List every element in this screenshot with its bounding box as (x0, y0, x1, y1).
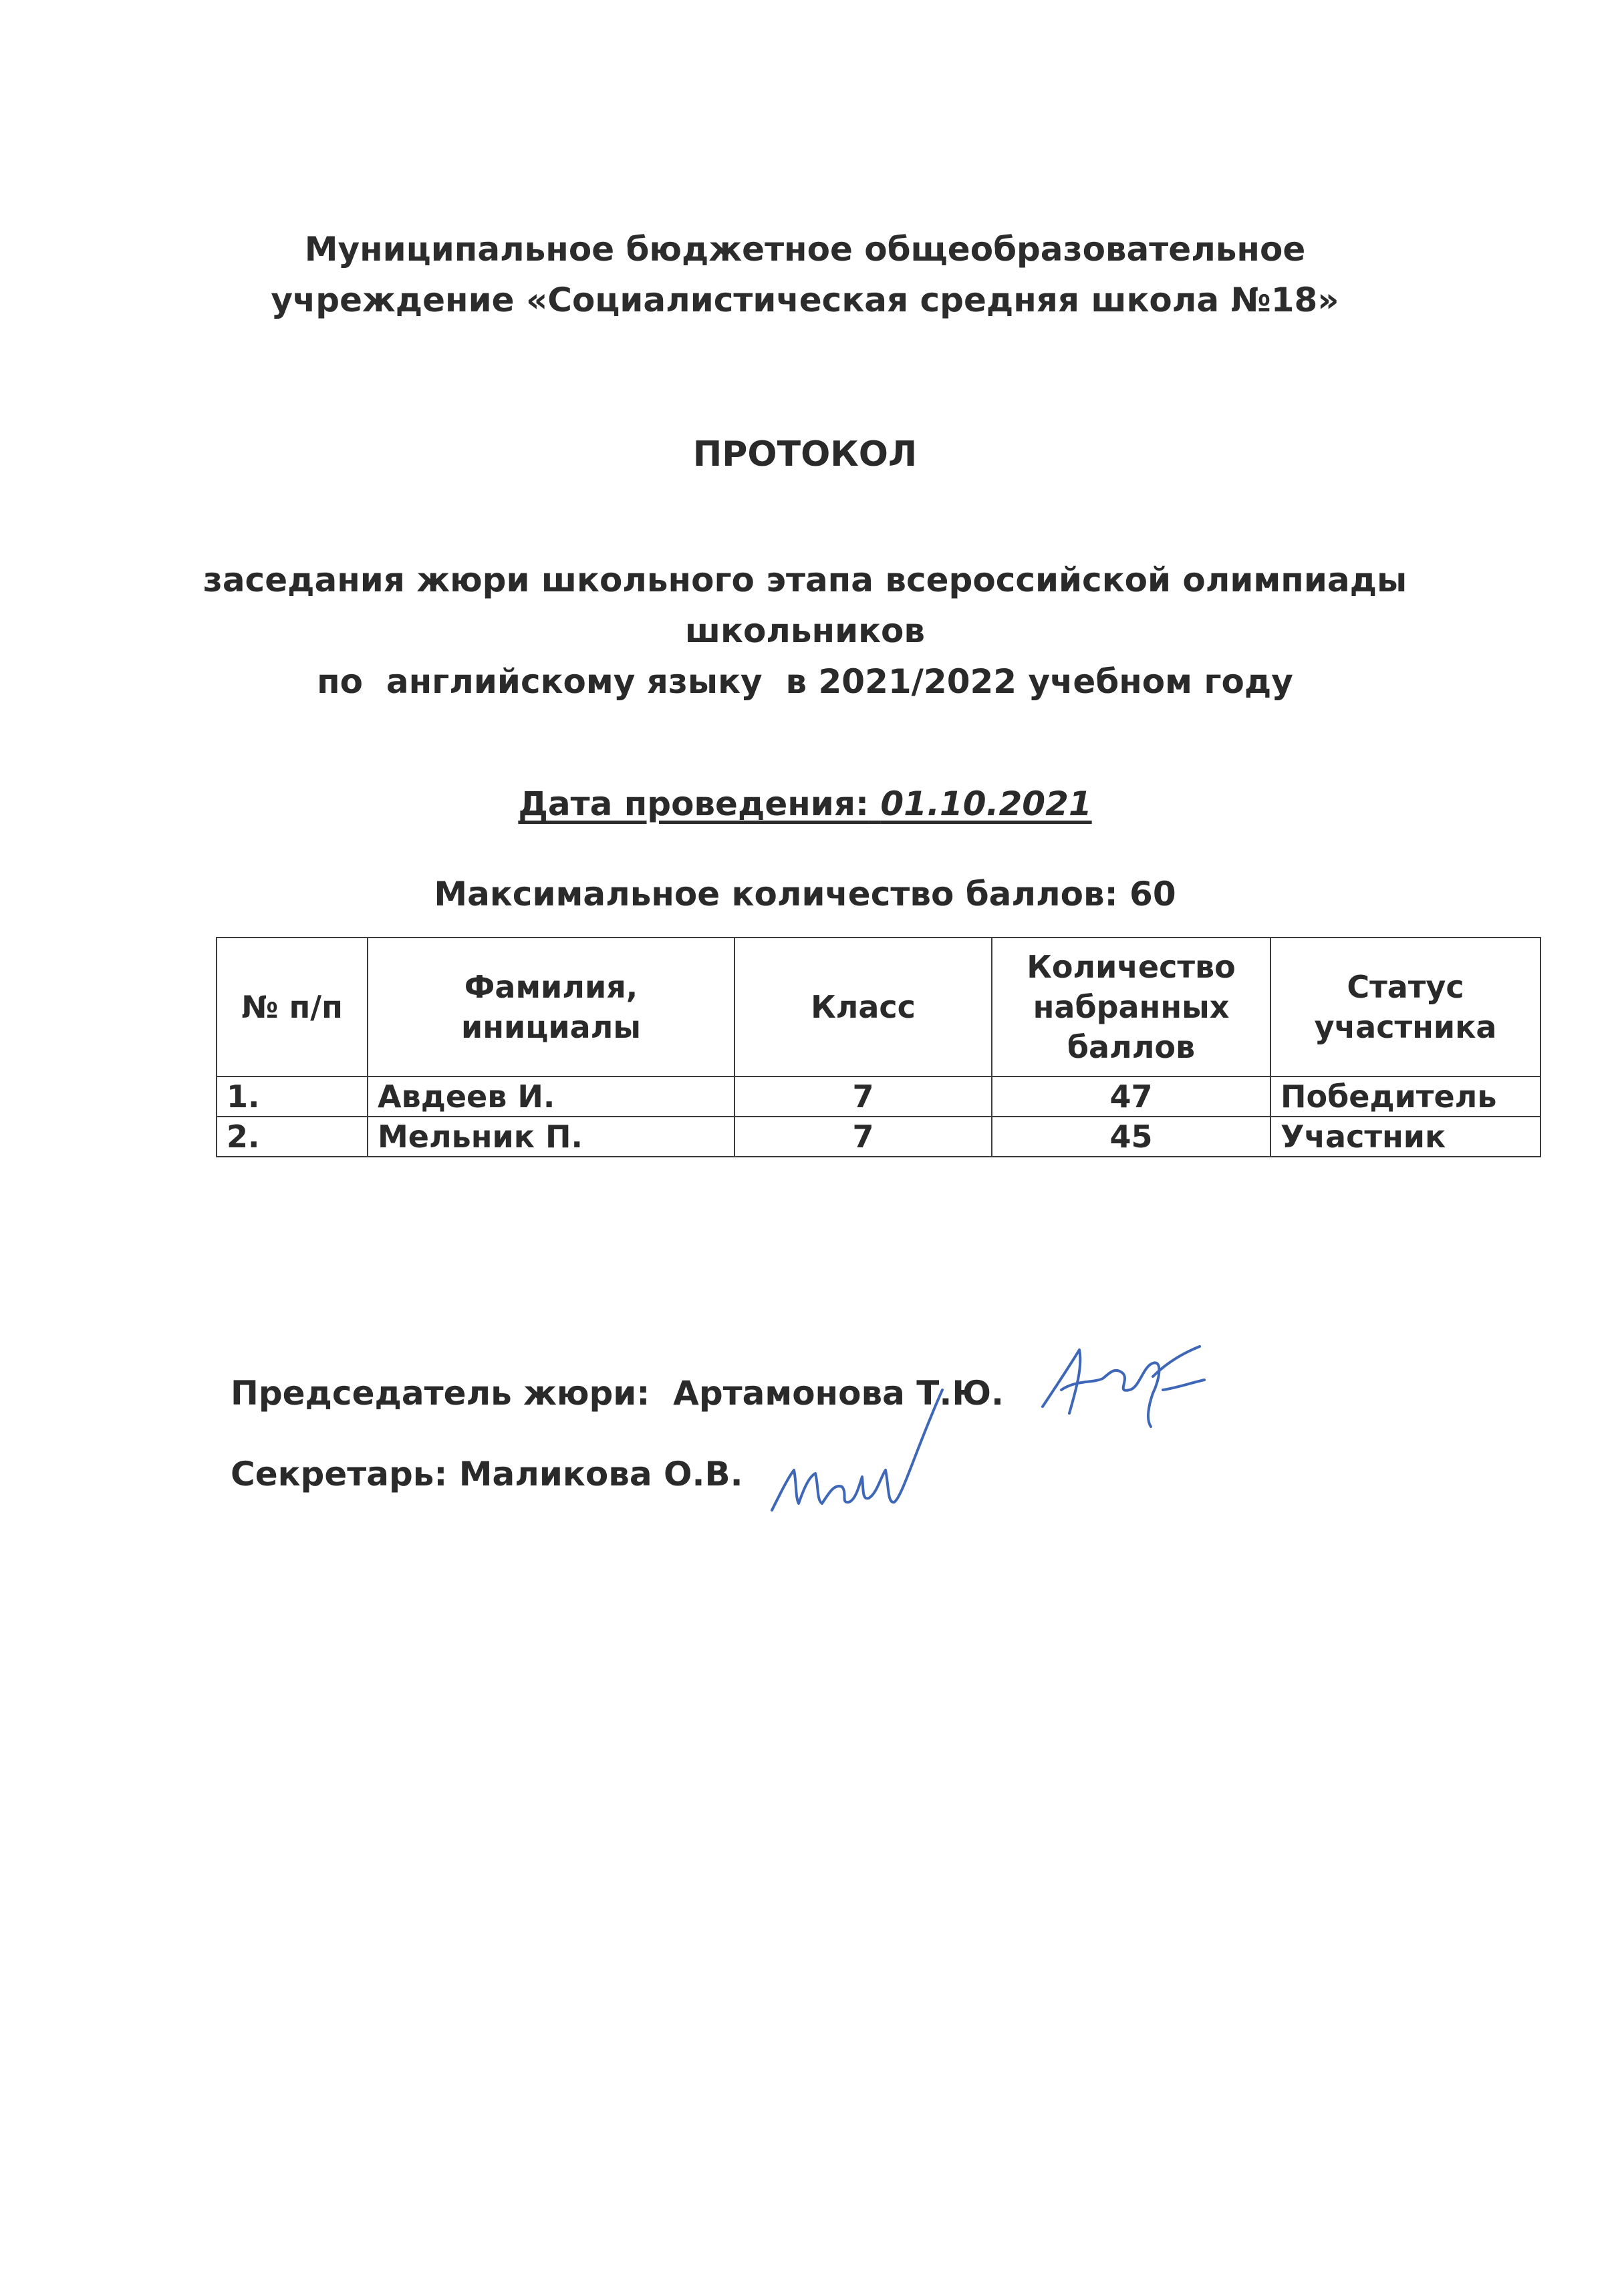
header-status: Статус участника (1270, 938, 1540, 1077)
event-date-value: 01.10.2021 (880, 784, 1092, 823)
header-class: Класс (734, 938, 992, 1077)
header-score: Количество набранных баллов (992, 938, 1270, 1077)
secretary-signature-stroke (772, 1390, 942, 1510)
cell-class: 7 (734, 1077, 992, 1117)
document-subtitle (0, 555, 1610, 707)
cell-name: Мельник П. (368, 1117, 734, 1157)
event-date-label: Дата проведения: (518, 784, 869, 823)
cell-class: 7 (734, 1117, 992, 1157)
cell-score: 47 (992, 1077, 1270, 1117)
subtitle-line1: заседания жюри школьного этапа всероссийской олимпиады (203, 561, 1407, 599)
school-name-line2: учреждение «Социалистическая средняя школа №18» (271, 281, 1339, 319)
chair-handwritten-signature (1029, 1326, 1210, 1440)
table-header-row (217, 938, 1540, 1077)
secretary-handwritten-signature (762, 1377, 956, 1530)
subtitle-line3: по английскому языку в 2021/2022 учебном году (317, 662, 1293, 701)
table-row (217, 1117, 1540, 1157)
cell-number: 1. (217, 1077, 368, 1117)
cell-score: 45 (992, 1117, 1270, 1157)
cell-number: 2. (217, 1117, 368, 1157)
max-score: Максимальное количество баллов: 60 (434, 875, 1176, 913)
event-date (0, 778, 1610, 829)
school-name-line1: Муниципальное бюджетное общеобразовательное (304, 230, 1306, 269)
subtitle-line2: школьников (684, 611, 926, 650)
cell-name: Авдеев И. (368, 1077, 734, 1117)
chair-signature-line: Председатель жюри: Артамонова Т.Ю. (231, 1374, 1004, 1413)
document-title: ПРОТОКОЛ (692, 434, 918, 474)
table-row (217, 1077, 1540, 1117)
school-name (0, 224, 1610, 325)
cell-status: Участник (1270, 1117, 1540, 1157)
chair-signature-stroke (1043, 1346, 1204, 1427)
results-table (216, 937, 1541, 1157)
secretary-signature-line: Секретарь: Маликова О.В. (231, 1455, 743, 1493)
header-number: № п/п (217, 938, 368, 1077)
header-name: Фамилия, инициалы (368, 938, 734, 1077)
cell-status: Победитель (1270, 1077, 1540, 1117)
